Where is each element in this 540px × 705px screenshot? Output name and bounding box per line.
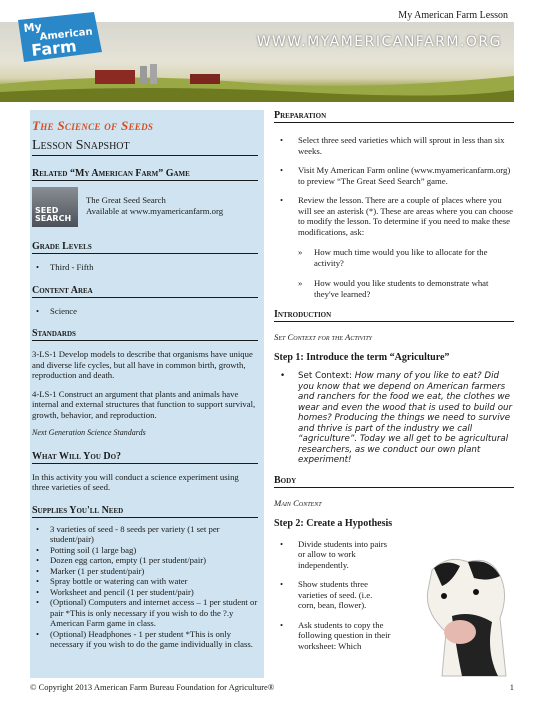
supplies-heading: Supplies You'll Need <box>32 505 258 518</box>
prep-item: • Review the lesson. There are a couple of places where you will see an asterisk (*). These are areas where you can choose to modify the lesson. To determine if you need to make these modifications, ask: <box>274 195 514 237</box>
set-context-subheading: Set Context for the Activity <box>274 332 372 342</box>
ngss-note: Next Generation Science Standards <box>32 428 146 437</box>
supply-item: • 3 varieties of seed - 8 seeds per variety (1 set per student/pair) <box>32 524 258 545</box>
snapshot-heading: Lesson Snapshot <box>32 138 258 156</box>
content-area-heading: Content Area <box>32 285 258 298</box>
activity-summary: In this activity you will conduct a science experiment using three varieties of seed. <box>32 471 239 492</box>
cow-illustration <box>402 552 514 680</box>
step-2-item: • Divide students into pairs or allow to work independently. <box>274 539 392 571</box>
supply-item: • Worksheet and pencil (1 per student/pair) <box>32 587 258 598</box>
svg-text:My: My <box>22 20 43 35</box>
prep-item: • Select three seed varieties which will sprout in less than six weeks. <box>274 135 514 156</box>
page-footer <box>30 682 514 692</box>
related-game-heading: Related “My American Farm” Game <box>32 168 258 181</box>
lesson-label: My American Farm Lesson <box>398 10 508 21</box>
supply-item: • Potting soil (1 large bag) <box>32 545 258 556</box>
standard-3-ls-1: 3-LS-1 Develop models to describe that organisms have unique and diverse life cycles, but all have in common birth, growth, reproduction and death. <box>32 349 253 380</box>
content-area: • Science <box>32 306 258 317</box>
preparation-heading: Preparation <box>274 110 514 123</box>
standard-4-ls-1: 4-LS-1 Construct an argument that plants and animals have internal and external structures that function to support survival, growth, behavior, and reproduction. <box>32 388 256 420</box>
related-game <box>32 187 258 227</box>
step-2-heading: Step 2: Create a Hypothesis <box>274 517 393 529</box>
step-2-item: • Ask students to copy the following question in their worksheet: Which <box>274 620 392 652</box>
seed-search-game-thumbnail[interactable] <box>32 187 78 227</box>
step-2-item: • Show students three varieties of seed. (i.e. corn, bean, flower). <box>274 579 392 611</box>
game-thumb-label: SEED SEARCH <box>35 206 72 223</box>
game-name: The Great Seed Search <box>86 195 166 205</box>
standards-heading: Standards <box>32 328 258 341</box>
supply-item: • Spray bottle or watering can with water <box>32 576 258 587</box>
supply-item: • Dozen egg carton, empty (1 per student/pair) <box>32 555 258 566</box>
question-item: » How much time would you like to allocate for the activity? <box>274 247 514 268</box>
lesson-snapshot-panel <box>30 110 264 678</box>
introduction-heading: Introduction <box>274 309 514 322</box>
supply-item: • (Optional) Headphones - 1 per student *This is only necessary if you wish to do the game individually in class. <box>32 629 258 650</box>
website-url[interactable]: WWW.MYAMERICANFARM.ORG <box>256 34 502 50</box>
supply-item: • (Optional) Computers and internet access – 1 per student or pair *This is only necessary if you wish to do the ?.y American Farm game in class. <box>32 597 258 629</box>
grade-level: • Third - Fifth <box>32 262 258 273</box>
lesson-title: The Science of Seeds <box>32 118 154 133</box>
what-will-you-do-heading: What Will You Do? <box>32 451 258 464</box>
body-heading: Body <box>274 475 514 488</box>
game-availability: Available at www.myamericanfarm.org <box>86 205 224 216</box>
set-context-text: • Set Context: How many of you like to eat? Did you know that we depend on American farmers and ranchers for the food we eat, the clothes we wear and even the wood that is used to build our homes? Producing the things we need to survive and thrive is part of the industry we call “agriculture”. Today we all get to be agricultural researchers, as we conduct our own plant experiment! <box>274 371 514 466</box>
farm-landscape-illustration <box>0 62 514 102</box>
page-number: 1 <box>509 682 514 692</box>
main-content-subheading: Main Content <box>274 497 322 508</box>
step-1-heading: Step 1: Introduce the term “Agriculture” <box>274 352 450 363</box>
question-item: » How would you like students to demonstrate what they've learned? <box>274 278 514 299</box>
svg-text:American: American <box>39 26 94 43</box>
my-american-farm-logo <box>14 12 106 64</box>
grade-levels-heading: Grade Levels <box>32 241 258 254</box>
copyright: © Copyright 2013 American Farm Bureau Foundation for Agriculture® <box>30 682 275 692</box>
svg-text:Farm: Farm <box>30 36 78 60</box>
prep-item: • Visit My American Farm online (www.myamericanfarm.org) to preview “The Great Seed Search” game. <box>274 165 514 186</box>
supply-item: • Marker (1 per student/pair) <box>32 566 258 577</box>
